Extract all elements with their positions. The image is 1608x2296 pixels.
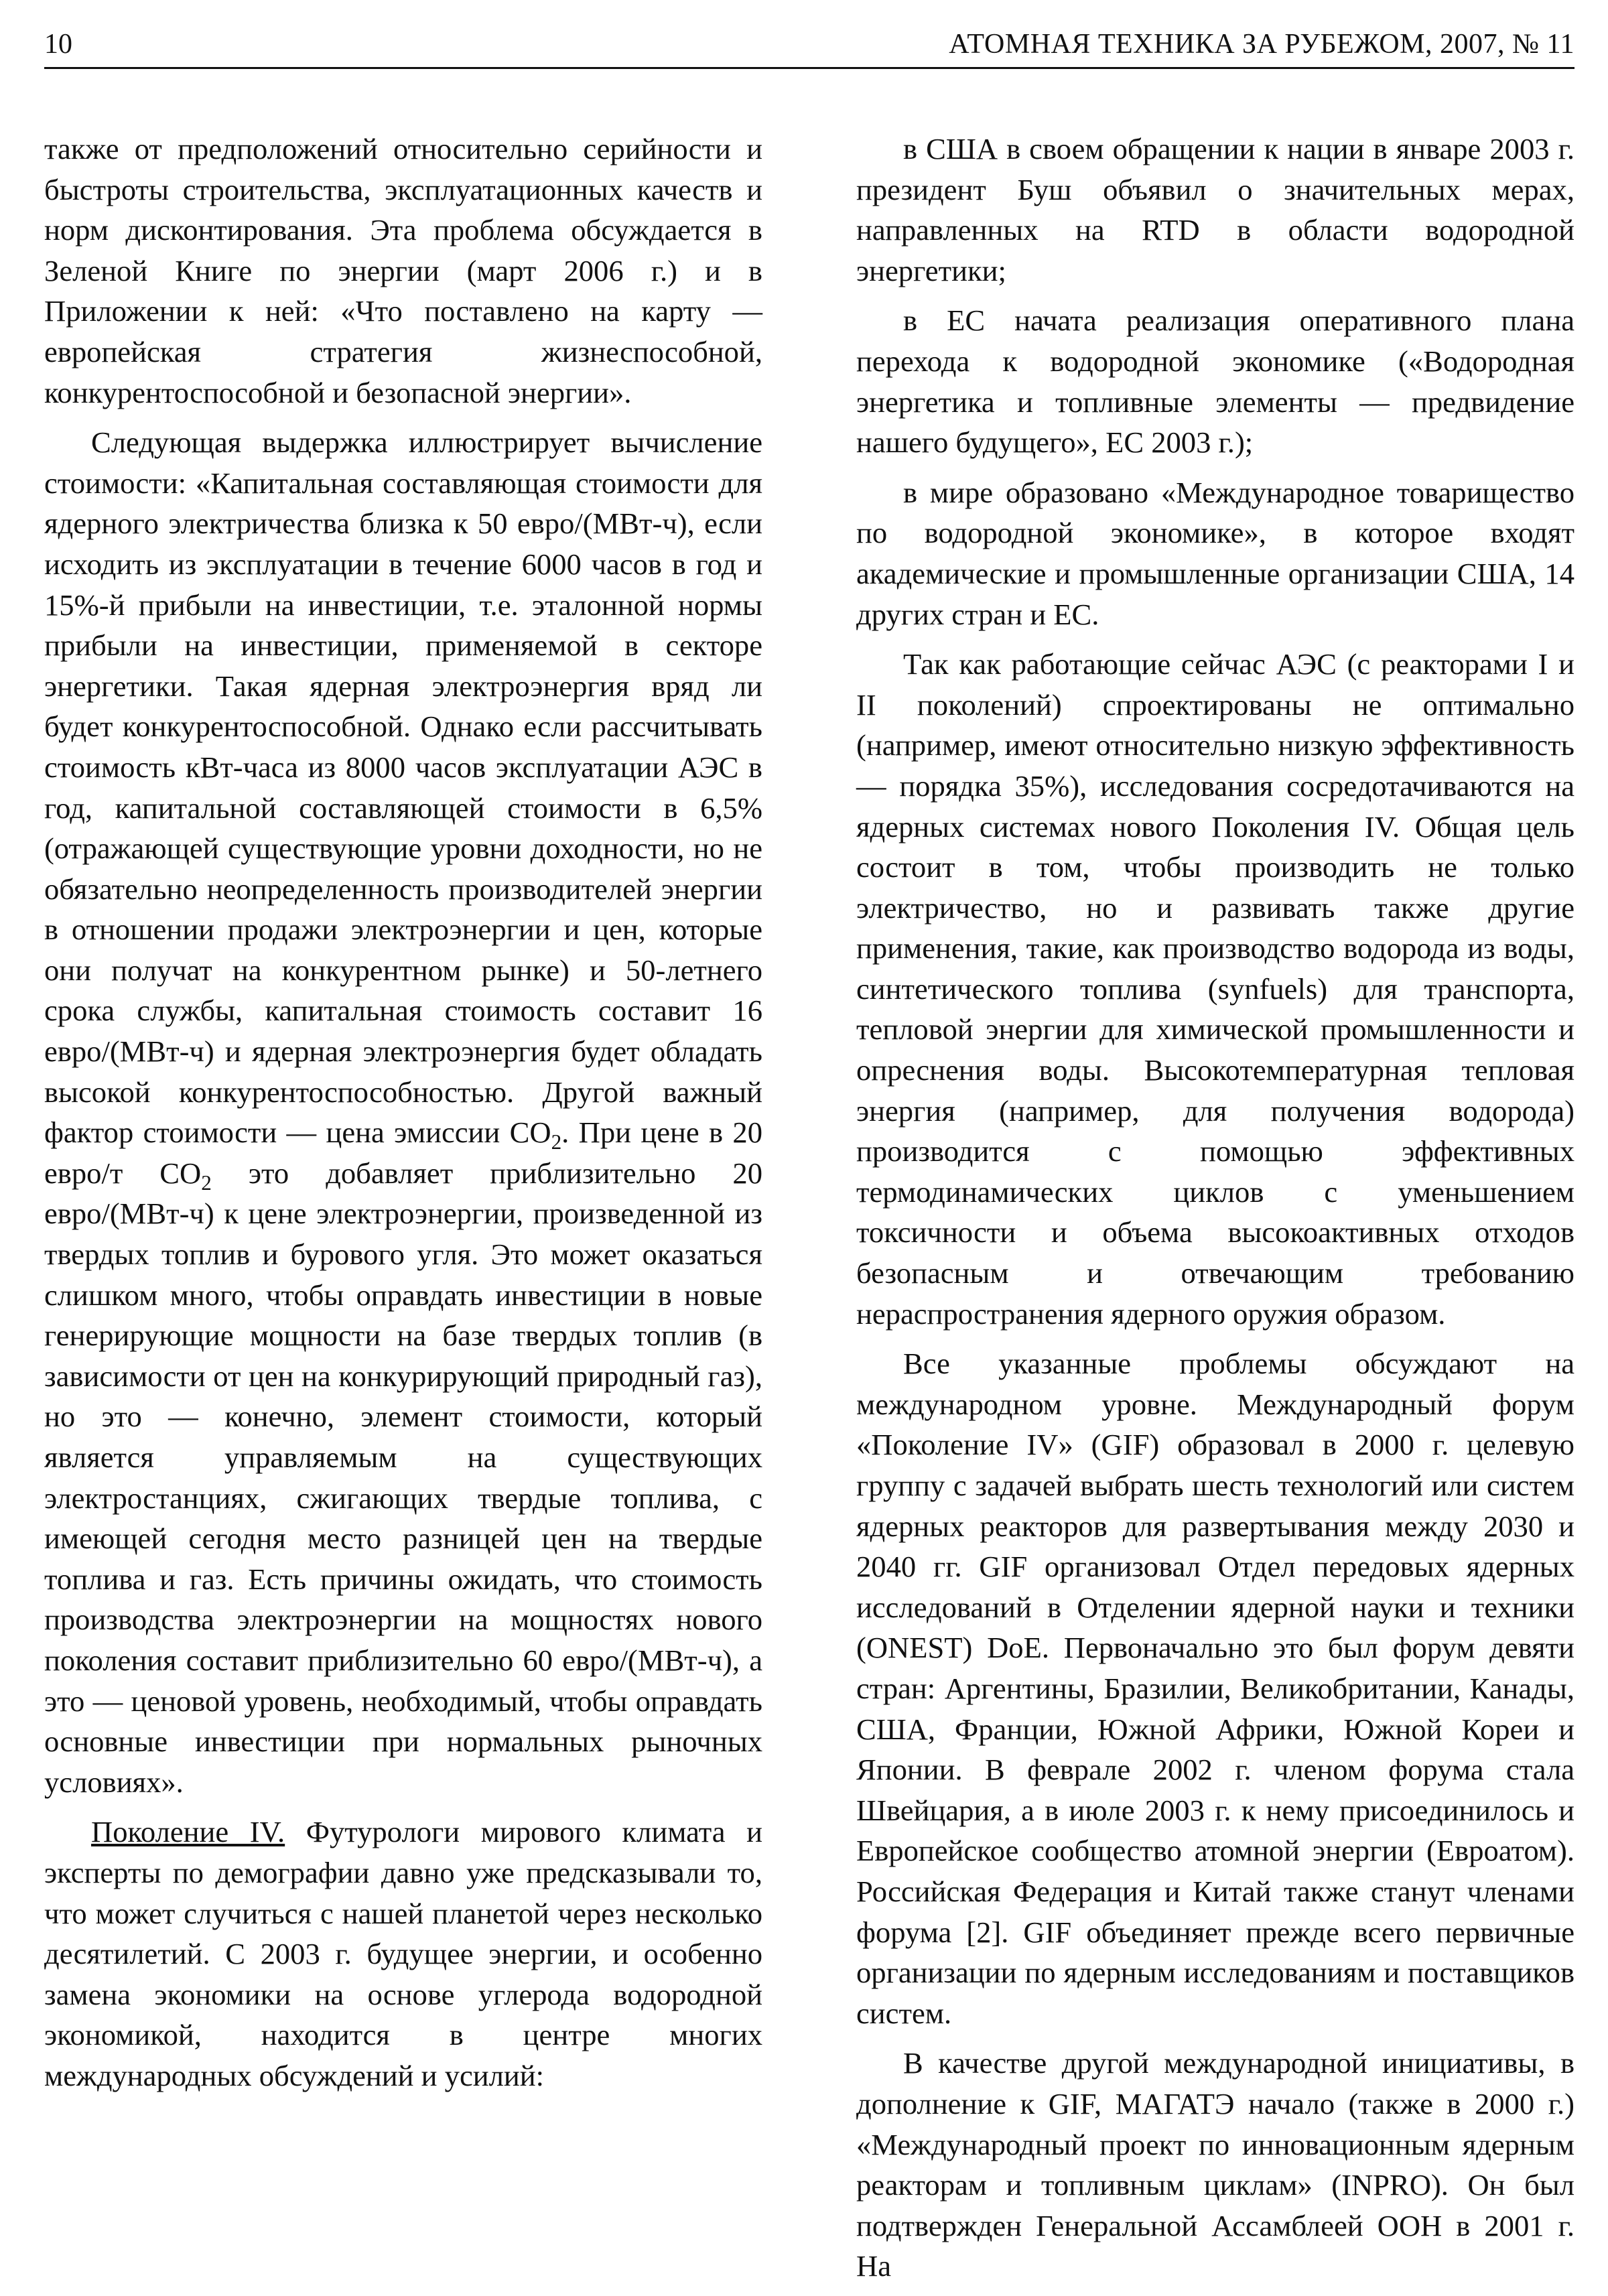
right-column [856,129,1574,2296]
text-run: Следующая выдержка иллюстрирует вычисление стоимости: «Капитальная составляющая стоимости для ядерного электричества близка к 50 евро/(МВт-ч), если исходить из эксплуатации в течение 6000 часов в год и 15%-й прибыли на инвестиции, т.е. эталонной нормы прибыли на инвестиции, применяемой в секторе энергетики. Такая ядерная электроэнергия вряд ли будет конкурентоспособной. Однако если рассчитывать стоимость кВт-часа из 8000 часов эксплуатации АЭС в год, капитальной составляющей стоимости в 6,5% (отражающей существующие уровни доходности, но не обязательно неопределенность производителей энергии в отношении продажи электроэнергии и цен, которые они получат на конкурентном рынке) и 50-летнего срока службы, капитальная стоимость составит 16 евро/(МВт-ч) и ядерная электроэнергия будет обладать высокой конкурентоспособностью. Другой важный фактор стоимости — цена эмиссии CO [44,425,762,1150]
page-number: 10 [44,29,72,60]
text-run: Футурологи мирового климата и эксперты по демографии давно уже предсказывали то, что может случиться с нашей планетой через несколько десятилетий. С 2003 г. будущее энергии, и особенно замена экономики на основе углерода водородной экономикой, находится в центре многих международных обсуждений и усилий: [44,1815,762,2092]
list-item: в ЕС начата реализация оперативного плана перехода к водородной экономике («Водородная энергетика и топливные элементы — предвидение нашего будущего», ЕС 2003 г.); [856,303,1574,460]
list-item: в США в своем обращении к нации в январе 2003 г. президент Буш объявил о значительных мерах, направленных на RTD в области водородной энергетики; [856,132,1574,287]
left-column [44,129,762,2106]
section-heading: Поколение IV. [91,1815,285,1849]
header-rule [44,67,1574,69]
list-item: в мире образовано «Международное товарищество по водородной экономике», в которое входят академические и промышленные организации США, 14 других стран и ЕС. [856,475,1574,631]
text-run: . При цене в 20 евро/т CO [44,1116,762,1190]
paragraph: Все указанные проблемы обсуждают на международном уровне. Международный форум «Поколение IV» (GIF) образовал в 2000 г. целевую группу с задачей выбрать шесть технологий или систем ядерных реакторов для развертывания между 2030 и 2040 гг. GIF организовал Отдел передовых ядерных исследований в Отделении ядерной науки и техники (ONEST) DoE. Первоначально это был форум девяти стран: Аргентины, Бразилии, Великобритании, Канады, США, Франции, Южной Африки, Южной Кореи и Японии. В феврале 2002 г. членом форума стала Швейцария, а в июле 2003 г. к нему присоединилось и Европейское сообщество атомной энергии (Евроатом). Российская Федерация и Китай также станут членами форума [2]. GIF объединяет прежде всего первичные организации по ядерным исследованиям и поставщиков систем. [856,1347,1574,2030]
page-header [44,24,1574,64]
running-title: АТОМНАЯ ТЕХНИКА ЗА РУБЕЖОМ, 2007, № 11 [949,29,1574,60]
paragraph: Так как работающие сейчас АЭС (с реакторами I и II поколений) спроектированы не оптимально (например, имеют относительно низкую эффективность — порядка 35%), исследования сосредотачиваются на ядерных системах нового Поколения IV. Общая цель состоит в том, чтобы производить не только электричество, но и развивать также другие применения, такие, как производство водорода из воды, синтетического топлива (synfuels) для транспорта, тепловой энергии для химической промышленности и опреснения воды. Высокотемпературная тепловая энергия (например, для получения водорода) производится с помощью эффективных термодинамических циклов с уменьшением токсичности и объема высокоактивных отходов безопасным и отвечающим требованию нераспространения ядерного оружия образом. [856,647,1574,1331]
subscript: 2 [201,1170,212,1195]
paragraph-cost-quote [44,422,762,1802]
paragraph-generation-iv [44,1812,762,2096]
text-run: это добавляет приблизительно 20 евро/(МВт-ч) к цене электроэнергии, произведенной из твердых топлив и бурового угля. Это может оказаться слишком много, чтобы оправдать инвестиции в новые генерирующие мощности на базе твердых топлив (в зависимости от цен на конкурирующий природный газ), но это — конечно, элемент стоимости, который является управляемым на существующих электростанциях, сжигающих твердые топлива, с имеющей сегодня место разницей цен на твердые топлива и газ. Есть причины ожидать, что стоимость производства электроэнергии на мощностях нового поколения составит приблизительно 60 евро/(МВт-ч), а это — ценовой уровень, необходимый, чтобы оправдать основные инвестиции при нормальных рыночных условиях». [44,1156,762,1799]
paragraph: также от предположений относительно серийности и быстроты строительства, эксплуатационных качеств и норм дисконтирования. Эта проблема обсуждается в Зеленой Книге по энергии (март 2006 г.) и в Приложении к ней: «Что поставлено на карту — европейская стратегия жизнеспособной, конкурентоспособной и безопасной энергии». [44,132,762,409]
subscript: 2 [551,1130,562,1154]
paragraph: В качестве другой международной инициативы, в дополнение к GIF, МАГАТЭ начало (также в 2000 г.) «Международный проект по инновационным ядерным реакторам и топливным циклам» (INPRO). Он был подтвержден Генеральной Ассамблеей ООН в 2001 г. На [856,2046,1574,2283]
